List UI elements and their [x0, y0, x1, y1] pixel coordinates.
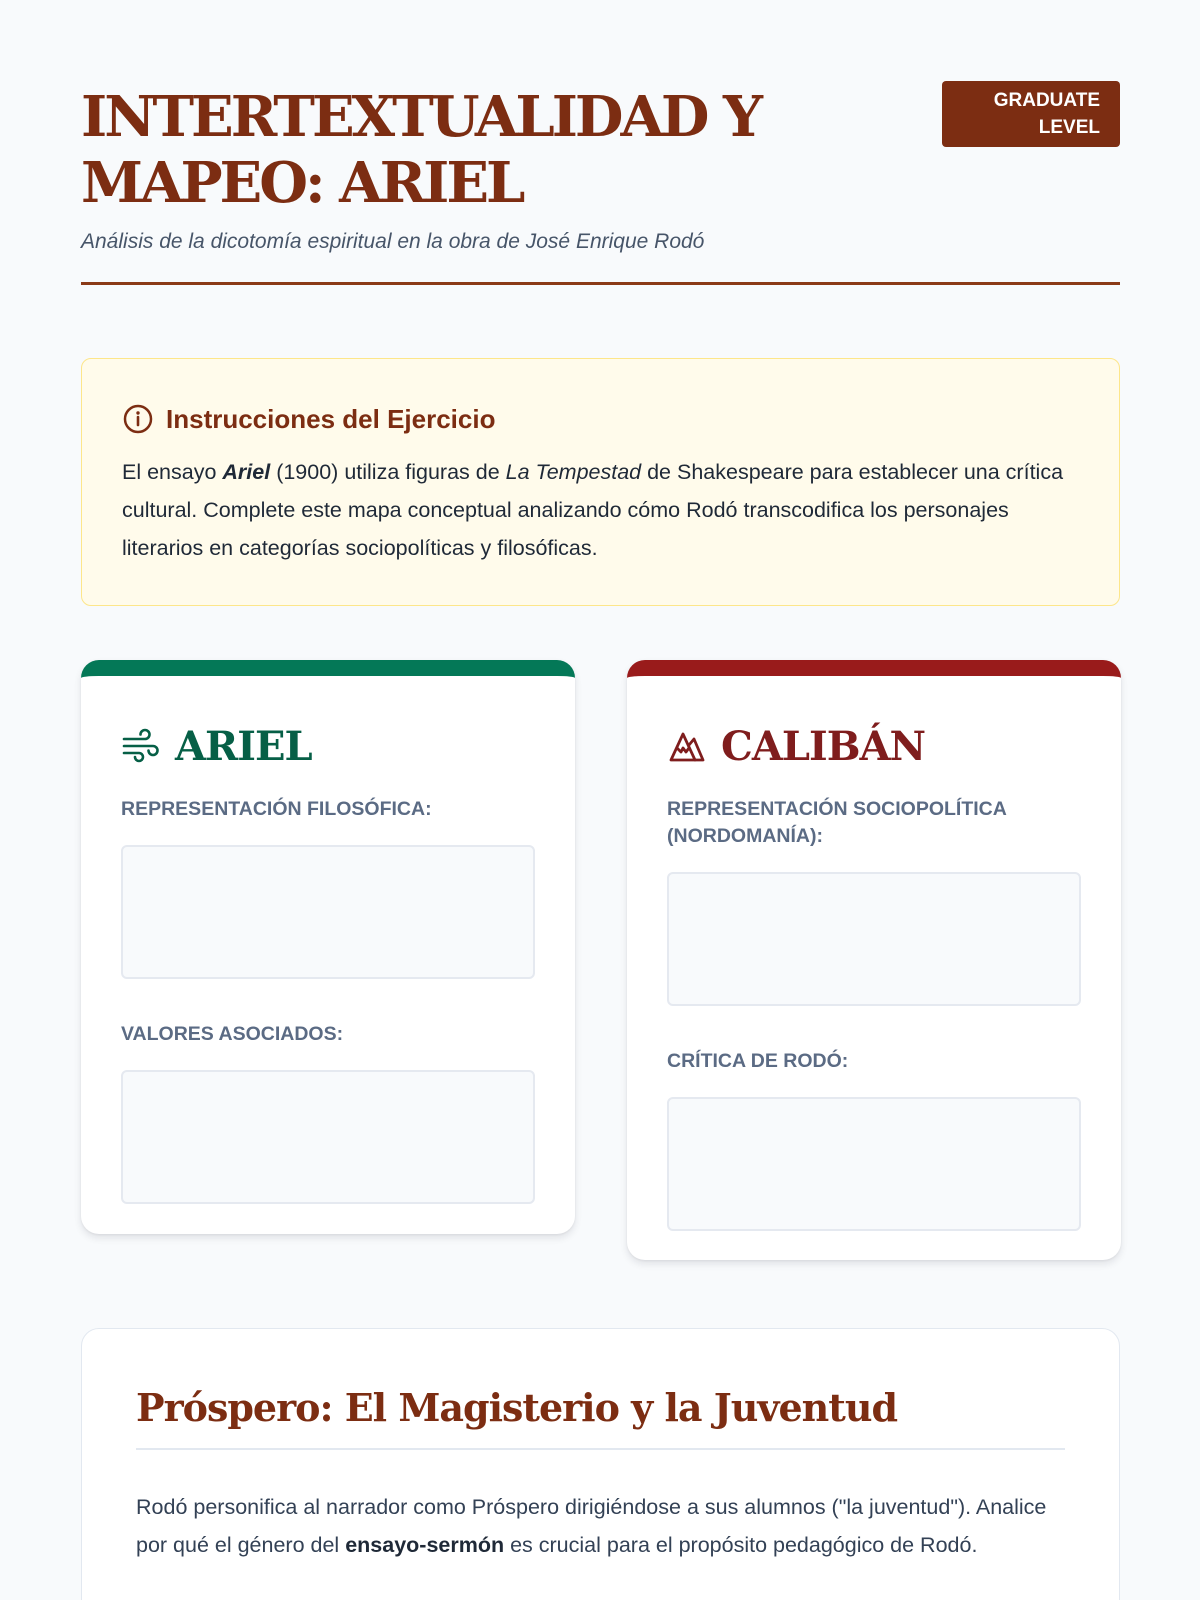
ariel-label-values: VALORES ASOCIADOS:	[121, 1023, 344, 1045]
ariel-card-title: ARIEL	[175, 722, 312, 770]
level-badge-text: GRADUATE LEVEL	[993, 90, 1100, 138]
prospero-section	[81, 1328, 1120, 1600]
caliban-card-title: CALIBÁN	[721, 722, 926, 770]
instructions-box	[81, 358, 1120, 606]
prospero-title: Próspero: El Magisterio y la Juventud	[136, 1385, 1065, 1450]
ariel-label-philosophical: REPRESENTACIÓN FILOSÓFICA:	[121, 798, 432, 820]
instructions-text-part: de Shakespeare para establecer una crítica cultural. Complete este mapa conceptual analizando cómo Rodó transcodifica los personajes literarios en categorías sociopolíticas y filosóficas.	[122, 460, 1064, 560]
prospero-text-part: Rodó personifica al narrador como Próspero dirigiéndose a sus alumnos ("la juventud"). Analice por qué el género del	[136, 1495, 1047, 1557]
caliban-critique-field[interactable]	[667, 1097, 1081, 1231]
info-icon	[122, 403, 154, 435]
ariel-card	[81, 660, 575, 1234]
instructions-text-part: El ensayo	[122, 460, 223, 484]
instructions-title: Instrucciones del Ejercicio	[166, 403, 496, 434]
wind-icon	[121, 728, 161, 764]
header-divider	[81, 282, 1120, 285]
work-title-tempestad: La Tempestad	[505, 460, 642, 484]
prospero-text-bold: ensayo-sermón	[345, 1533, 505, 1557]
caliban-sociopolitical-field[interactable]	[667, 872, 1081, 1006]
ariel-values-field[interactable]	[121, 1070, 535, 1204]
page-header	[81, 0, 1120, 285]
caliban-label-sociopolitical: REPRESENTACIÓN SOCIOPOLÍTICA (NORDOMANÍA):	[667, 798, 1007, 847]
instructions-text-part: (1900) utiliza figuras de	[270, 460, 506, 484]
mountain-icon	[667, 728, 707, 764]
caliban-label-critique: CRÍTICA DE RODÓ:	[667, 1050, 849, 1072]
ariel-philosophical-field[interactable]	[121, 845, 535, 979]
prospero-text	[136, 1488, 1065, 1564]
ariel-card-header	[121, 722, 535, 770]
worksheet-page	[81, 0, 1120, 1557]
work-title-ariel: Ariel	[222, 460, 271, 484]
page-title: INTERTEXTUALIDAD Y MAPEO: ARIEL	[81, 84, 760, 216]
instructions-header	[122, 403, 1079, 435]
prospero-text-part: es crucial para el propósito pedagógico de Rodó.	[504, 1533, 978, 1557]
caliban-card-header	[667, 722, 1081, 770]
caliban-card	[627, 660, 1121, 1260]
instructions-text	[122, 453, 1079, 567]
page-subtitle: Análisis de la dicotomía espiritual en la obra de José Enrique Rodó	[81, 230, 705, 253]
level-badge	[942, 81, 1120, 147]
